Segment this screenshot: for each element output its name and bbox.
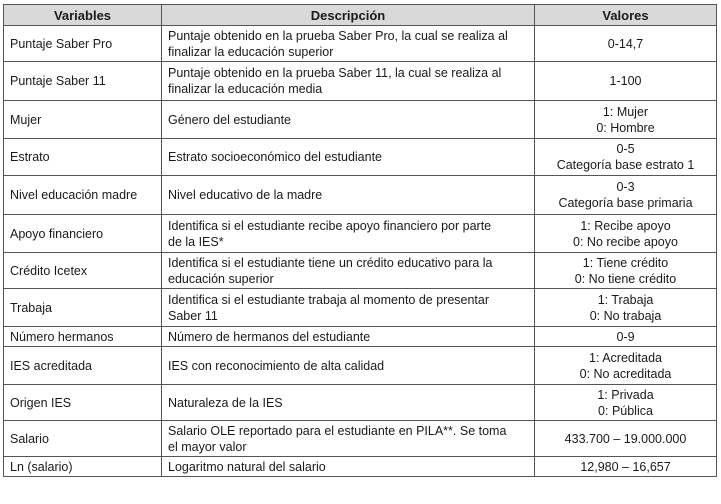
table-row — [4, 457, 717, 477]
value-line: 0-9 — [616, 329, 635, 344]
description-line: Nivel educativo de la madre — [168, 188, 323, 202]
description-cell — [162, 26, 535, 62]
description-line: Saber 11 — [168, 308, 218, 323]
description-line: finalizar la educación media — [168, 82, 323, 96]
variable-cell: Apoyo financiero — [4, 215, 162, 253]
value-cell — [535, 385, 717, 421]
variable-cell: IES acreditada — [4, 347, 162, 385]
value-cell — [535, 176, 717, 215]
value-line: Categoría base primaria — [558, 196, 693, 210]
description-line: Estrato socioeconómico del estudiante — [168, 150, 383, 164]
table-row — [4, 26, 717, 62]
value-cell — [535, 253, 717, 289]
table-row — [4, 385, 717, 421]
value-line: 1: Trabaja — [597, 292, 654, 307]
description-cell — [162, 215, 535, 253]
description-cell — [162, 101, 535, 139]
table-row — [4, 289, 717, 327]
table-row — [4, 62, 717, 101]
description-cell — [162, 327, 535, 347]
variable-cell: Puntaje Saber 11 — [4, 62, 162, 101]
value-cell — [535, 457, 717, 477]
value-line: 0: Pública — [598, 403, 653, 418]
description-cell — [162, 289, 535, 327]
description-line: Logaritmo natural del salario — [168, 459, 326, 474]
value-line: 1: Privada — [597, 387, 654, 402]
value-line: 0: No tiene crédito — [574, 271, 677, 286]
value-line: 0-3 — [616, 180, 635, 194]
value-line: 0: No recibe apoyo — [573, 234, 678, 249]
value-line: 1: Mujer — [602, 104, 649, 119]
description-cell — [162, 347, 535, 385]
description-line: Identifica si el estudiante trabaja al momento de presentar — [168, 292, 490, 307]
description-line: educación superior — [168, 271, 274, 286]
value-line: 433.700 – 19.000.000 — [564, 431, 687, 446]
value-cell — [535, 139, 717, 176]
description-cell — [162, 176, 535, 215]
value-cell — [535, 327, 717, 347]
value-cell — [535, 26, 717, 62]
table-row — [4, 253, 717, 289]
value-line: 1-100 — [609, 74, 642, 88]
value-cell — [535, 62, 717, 101]
variables-table — [3, 4, 717, 477]
variable-cell: Crédito Icetex — [4, 253, 162, 289]
description-line: de la IES* — [168, 234, 224, 249]
value-cell — [535, 101, 717, 139]
value-line: 1: Tiene crédito — [582, 255, 669, 270]
variable-cell: Origen IES — [4, 385, 162, 421]
table-row — [4, 347, 717, 385]
description-cell — [162, 62, 535, 101]
description-line: Identifica si el estudiante tiene un crédito educativo para la — [168, 255, 493, 270]
table-row — [4, 176, 717, 215]
table-body — [4, 26, 717, 477]
description-cell — [162, 253, 535, 289]
value-line: 0: No trabaja — [589, 308, 662, 323]
description-cell — [162, 139, 535, 176]
description-line: Puntaje obtenido en la prueba Saber Pro, la cual se realiza al — [168, 28, 508, 43]
table-row — [4, 215, 717, 253]
variables-table-container — [3, 4, 717, 477]
value-line: 12,980 – 16,657 — [580, 459, 671, 474]
description-cell — [162, 385, 535, 421]
variable-cell: Trabaja — [4, 289, 162, 327]
value-line: 1: Acreditada — [589, 350, 662, 365]
header-variables: Variables — [4, 5, 162, 26]
header-valores: Valores — [535, 5, 717, 26]
variable-cell: Salario — [4, 421, 162, 457]
value-line: 0-14,7 — [607, 36, 644, 51]
variable-cell: Puntaje Saber Pro — [4, 26, 162, 62]
value-cell — [535, 347, 717, 385]
value-cell — [535, 289, 717, 327]
value-line: 0: No acreditada — [579, 366, 672, 381]
description-cell — [162, 421, 535, 457]
value-cell — [535, 215, 717, 253]
variable-cell: Ln (salario) — [4, 457, 162, 477]
description-line: Número de hermanos del estudiante — [168, 329, 371, 344]
value-cell — [535, 421, 717, 457]
description-line: IES con reconocimiento de alta calidad — [168, 358, 385, 373]
table-row — [4, 101, 717, 139]
description-line: Puntaje obtenido en la prueba Saber 11, la cual se realiza al — [168, 66, 502, 80]
table-row — [4, 327, 717, 347]
value-line: 1: Recibe apoyo — [580, 218, 671, 233]
variable-cell: Número hermanos — [4, 327, 162, 347]
description-line: el mayor valor — [168, 439, 247, 454]
description-line: finalizar la educación superior — [168, 44, 334, 59]
description-line: Género del estudiante — [168, 112, 292, 127]
description-line: Naturaleza de la IES — [168, 395, 283, 410]
variable-cell: Mujer — [4, 101, 162, 139]
table-row — [4, 421, 717, 457]
variable-cell: Nivel educación madre — [4, 176, 162, 215]
value-line: 0: Hombre — [596, 120, 655, 135]
variable-cell: Estrato — [4, 139, 162, 176]
table-row — [4, 139, 717, 176]
value-line: Categoría base estrato 1 — [556, 158, 695, 172]
description-line: Identifica si el estudiante recibe apoyo financiero por parte — [168, 218, 492, 233]
description-line: Salario OLE reportado para el estudiante en PILA**. Se toma — [168, 423, 507, 438]
header-row — [4, 5, 717, 26]
header-descripcion: Descripción — [162, 5, 535, 26]
description-cell — [162, 457, 535, 477]
value-line: 0-5 — [616, 142, 635, 156]
